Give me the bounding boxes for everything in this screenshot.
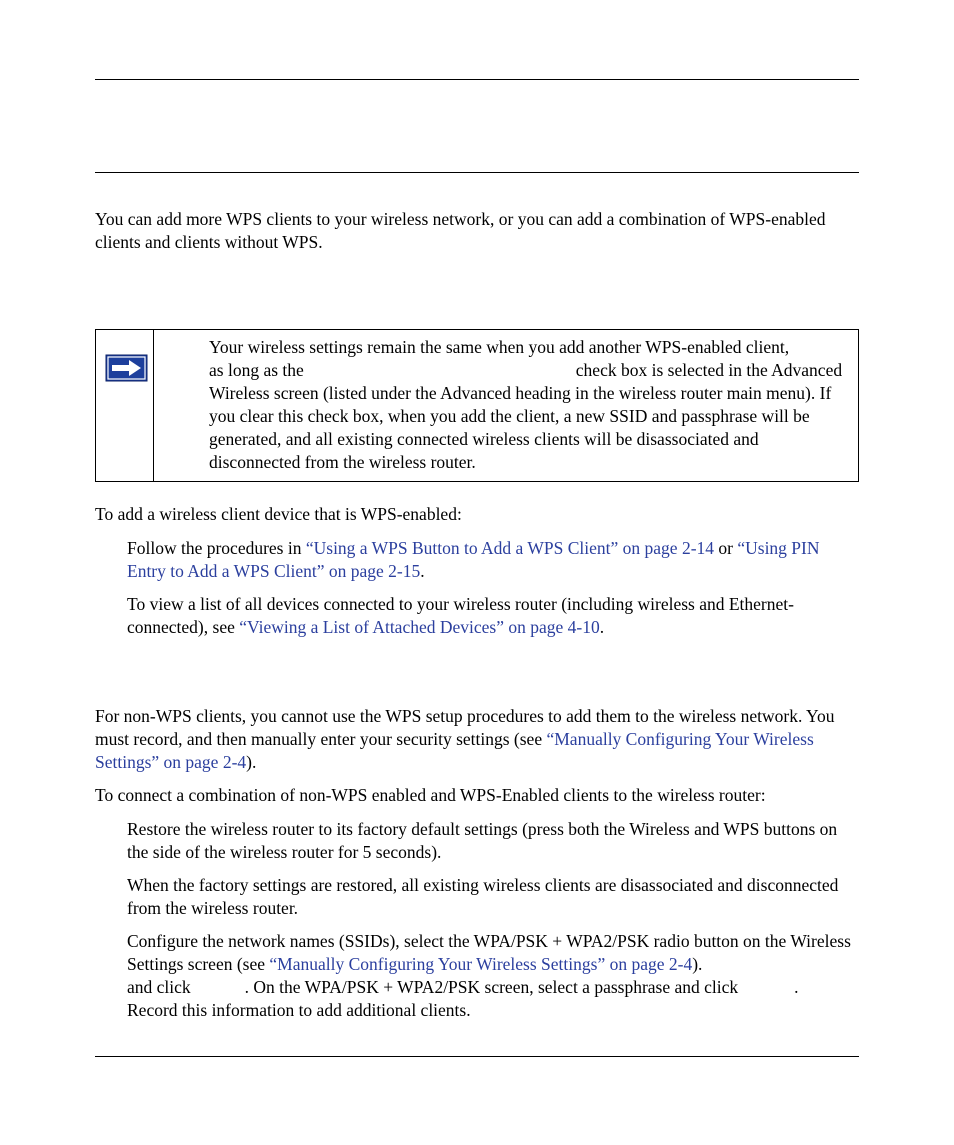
footer-rule bbox=[95, 1056, 859, 1057]
note-divider bbox=[153, 330, 154, 481]
link-attached-devices[interactable]: “Viewing a List of Attached Devices” on page 4-10 bbox=[239, 617, 600, 637]
intro-paragraph bbox=[95, 208, 855, 254]
link-manual-config-2[interactable]: “Manually Configuring Your Wireless Settings” on page 2-4 bbox=[269, 954, 693, 974]
header-rule bbox=[95, 79, 859, 80]
link-manual-config[interactable]: “Manually Configuring Your Wireless Settings” on page 2-4 bbox=[95, 729, 814, 772]
note-text bbox=[209, 336, 854, 474]
nonwps-lead: To connect a combination of non-WPS enabled and WPS-Enabled clients to the wireless router: bbox=[95, 785, 766, 805]
note-box bbox=[95, 329, 859, 482]
nonwps-step-3: Configure the network names (SSIDs), select the WPA/PSK + WPA2/PSK radio button on the Wireless Settings screen (see “Manually Configuring Your Wireless Settings” on page 2-4). and click . On the WPA/PSK + WPA2/PSK screen, select a passphrase and click . Record this information to add additional clients. bbox=[127, 931, 851, 1020]
wps-step-1: Follow the procedures in “Using a WPS Button to Add a WPS Client” on page 2-14 or “Using PIN Entry to Add a WPS Client” on page 2-15. bbox=[127, 538, 820, 581]
note-line-2b: check box is selected in the bbox=[575, 360, 768, 380]
intro-text: You can add more WPS clients to your wireless network, or you can add a combination of WPS-enabled clients and clients without WPS. bbox=[95, 209, 826, 252]
note-line-1: Your wireless settings remain the same when you add another WPS-enabled client, bbox=[209, 337, 790, 357]
note-line-2a: as long as the bbox=[209, 360, 304, 380]
link-wps-button[interactable]: “Using a WPS Button to Add a WPS Client” on page 2-14 bbox=[305, 538, 715, 558]
wps-step-2: To view a list of all devices connected to your wireless router (including wireless and Ethernet-connected), see “Viewing a List of Attached Devices” on page 4-10. bbox=[127, 594, 794, 637]
nonwps-paragraph: For non-WPS clients, you cannot use the WPS setup procedures to add them to the wireless network. You must record, and then manually enter your security settings (see “Manually Configuring Your Wireless Settings” on page 2-4). bbox=[95, 706, 835, 772]
nonwps-step-2: When the factory settings are restored, all existing wireless clients are disassociated and disconnected from the wireless router. bbox=[127, 875, 839, 918]
section-rule bbox=[95, 172, 859, 173]
link-pin-entry[interactable]: “Using PIN Entry to Add a WPS Client” on page 2-15 bbox=[127, 538, 820, 581]
note-rest: Advanced Wireless screen (listed under the Advanced heading in the wireless router main menu). If you clear this check box, when you add the client, a new SSID and passphrase will be generated, and all existing connected wireless clients will be disassociated and disconnected from the wireless router. bbox=[209, 360, 843, 472]
nonwps-step-1: Restore the wireless router to its factory default settings (press both the Wireless and WPS buttons on the side of the wireless router for 5 seconds). bbox=[127, 819, 838, 862]
wps-lead: To add a wireless client device that is WPS-enabled: bbox=[95, 504, 462, 524]
arrow-right-icon bbox=[105, 354, 148, 382]
